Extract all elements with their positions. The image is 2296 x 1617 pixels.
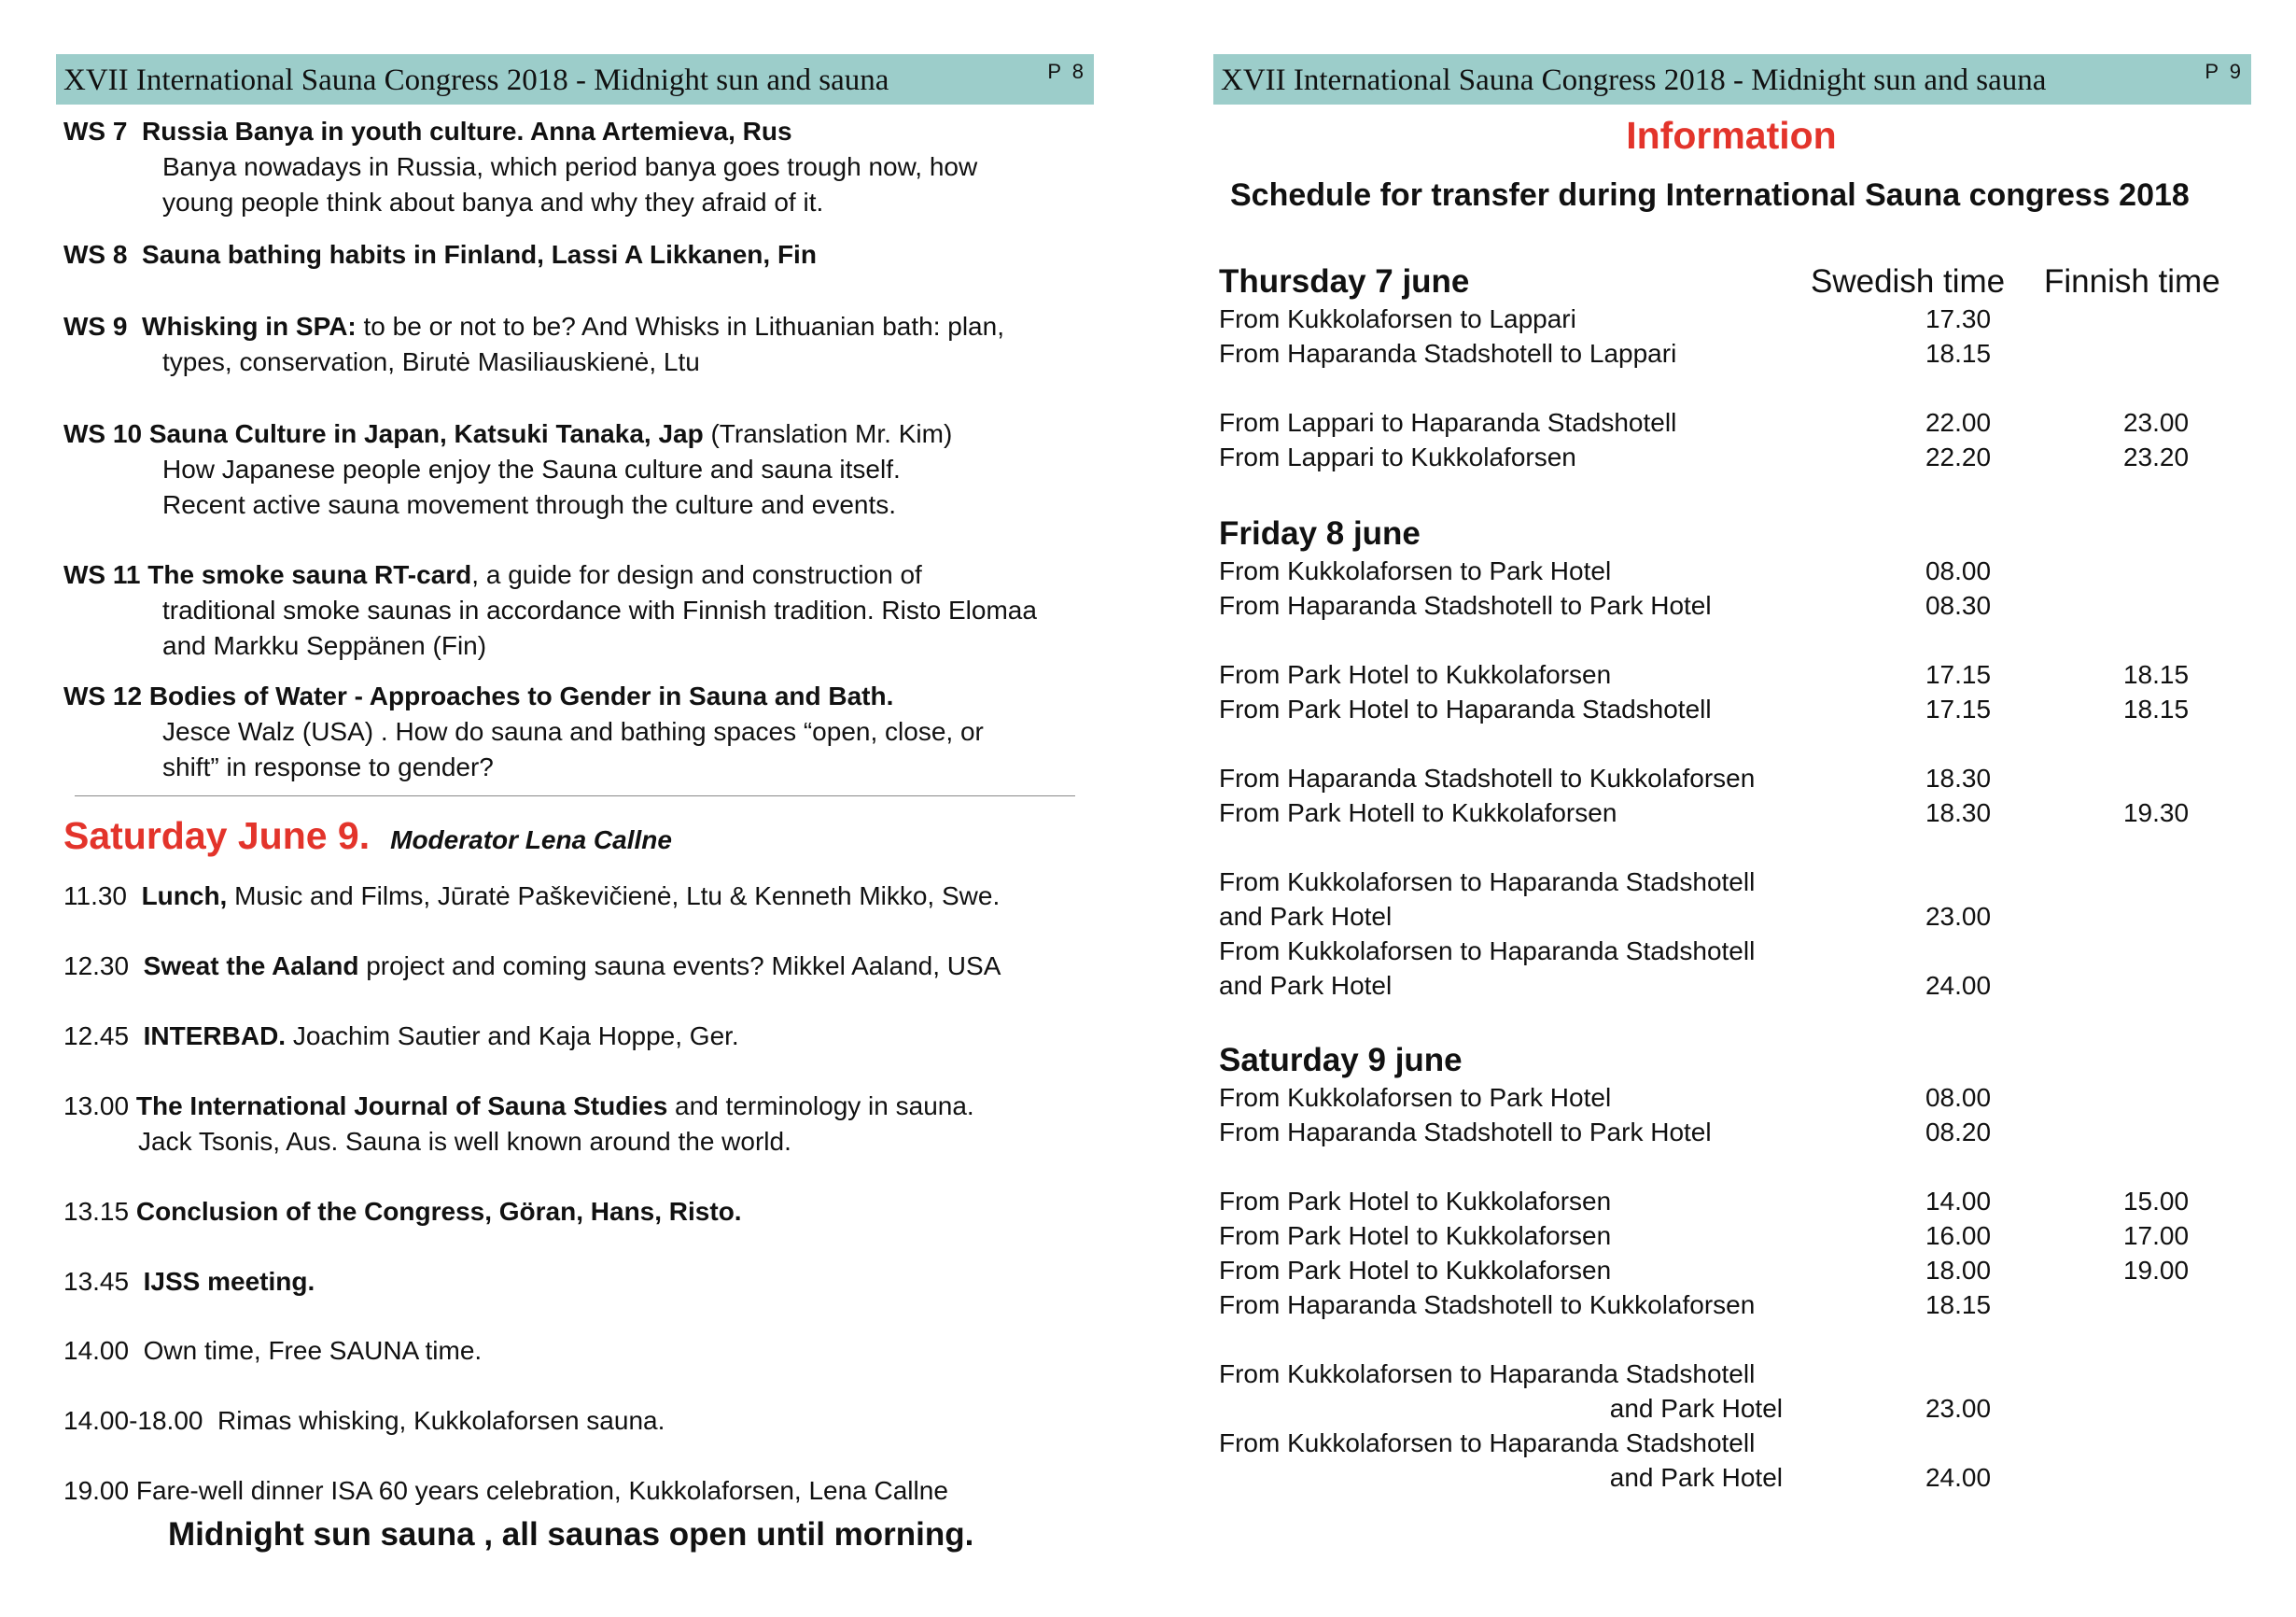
schedule-row xyxy=(1219,1187,2264,1220)
schedule-row xyxy=(1219,304,2264,338)
swedish-time: 18.15 xyxy=(1925,339,1992,368)
program-time: 11.30 xyxy=(63,881,127,910)
workshop-ws9 xyxy=(63,309,1090,380)
route-text: From Park Hotel to Kukkolaforsen xyxy=(1219,1256,1612,1285)
program-item xyxy=(63,879,1090,914)
program-time: 14.00-18.00 xyxy=(63,1406,203,1435)
section-divider xyxy=(75,795,1075,796)
route-text: From Park Hotel to Kukkolaforsen xyxy=(1219,1187,1612,1216)
route-text: From Lappari to Kukkolaforsen xyxy=(1219,443,1576,471)
workshop-ws7 xyxy=(63,114,1090,220)
workshop-id: WS 8 xyxy=(63,240,128,269)
route-text: From Lappari to Haparanda Stadshotell xyxy=(1219,408,1677,437)
workshop-title-rest: (Translation Mr. Kim) xyxy=(703,419,953,448)
swedish-time: 08.20 xyxy=(1925,1118,1992,1146)
schedule-row xyxy=(1219,1221,2264,1255)
swedish-time: 18.30 xyxy=(1925,764,1992,793)
swedish-time: 17.15 xyxy=(1925,695,1992,724)
page-number: P 8 xyxy=(1047,60,1086,83)
schedule-row xyxy=(1219,695,2264,728)
schedule-row xyxy=(1219,1290,2264,1324)
program-text: Music and Films, Jūratė Paškevičienė, Ltu & Kenneth Mikko, Swe. xyxy=(227,881,1001,910)
schedule-row xyxy=(1219,1428,2264,1462)
workshop-id: WS 10 xyxy=(63,419,143,448)
workshop-id: WS 9 xyxy=(63,312,128,341)
route-text: From Haparanda Stadshotell to Lappari xyxy=(1219,339,1677,368)
swedish-time: 08.00 xyxy=(1925,556,1992,585)
route-text: From Kukkolaforsen to Haparanda Stadshotell xyxy=(1219,867,1756,896)
workshop-desc-line: types, conservation, Birutė Masiliauskienė, Ltu xyxy=(162,347,700,376)
program-item xyxy=(63,1333,1090,1369)
program-item xyxy=(63,1089,1090,1160)
finnish-time: 23.00 xyxy=(2122,408,2190,437)
route-text: and Park Hotel xyxy=(1219,902,1393,931)
schedule-row xyxy=(1219,971,2264,1005)
information-title: Information xyxy=(1626,114,1837,157)
page-number: P 9 xyxy=(2205,60,2244,83)
schedule-row xyxy=(1219,936,2264,970)
schedule-title: Schedule for transfer during International Sauna congress 2018 xyxy=(1230,177,2190,213)
column-header-swedish: Swedish time xyxy=(1811,263,2006,300)
program-time: 12.30 xyxy=(63,951,130,980)
swedish-time: 16.00 xyxy=(1925,1221,1992,1250)
program-time: 13.00 xyxy=(63,1091,130,1120)
workshop-title: Russia Banya in youth culture. Anna Artemieva, Rus xyxy=(142,117,792,146)
program-bold: Conclusion of the Congress, Göran, Hans, Risto. xyxy=(135,1197,742,1226)
schedule-row xyxy=(1219,1463,2264,1497)
program-item xyxy=(63,1403,1090,1439)
workshop-ws12 xyxy=(63,679,1090,785)
schedule-row xyxy=(1219,1359,2264,1393)
program-text: Own time, Free SAUNA time. xyxy=(143,1336,483,1365)
saturday-heading xyxy=(63,814,672,858)
left-page-header xyxy=(56,54,1094,105)
program-time: 13.15 xyxy=(63,1197,130,1226)
swedish-time: 17.30 xyxy=(1925,304,1992,333)
day-heading: Friday 8 june xyxy=(1219,515,1421,552)
workshop-ws8 xyxy=(63,237,1090,273)
swedish-time: 14.00 xyxy=(1925,1187,1992,1216)
workshop-id: WS 11 xyxy=(63,560,141,589)
schedule-row xyxy=(1219,1118,2264,1151)
workshop-title: The smoke sauna RT-card xyxy=(147,560,472,589)
finnish-time: 17.00 xyxy=(2122,1221,2190,1250)
route-text: From Kukkolaforsen to Haparanda Stadshotell xyxy=(1219,1428,1756,1457)
program-item xyxy=(63,1264,1090,1300)
swedish-time: 17.15 xyxy=(1925,660,1992,689)
route-text: From Kukkolaforsen to Lappari xyxy=(1219,304,1576,333)
swedish-time: 23.00 xyxy=(1925,902,1992,931)
schedule-row xyxy=(1219,443,2264,476)
route-text: From Haparanda Stadshotell to Park Hotel xyxy=(1219,591,1712,620)
schedule-row xyxy=(1219,556,2264,590)
closing-note: Midnight sun sauna , all saunas open until morning. xyxy=(168,1516,974,1553)
workshop-desc-line: traditional smoke saunas in accordance with Finnish tradition. Risto Elomaa xyxy=(162,596,1037,625)
workshop-title: Whisking in SPA: xyxy=(142,312,357,341)
swedish-time: 18.15 xyxy=(1925,1290,1992,1319)
program-text: Fare-well dinner ISA 60 years celebration, Kukkolaforsen, Lena Callne xyxy=(135,1476,948,1505)
swedish-time: 22.20 xyxy=(1925,443,1992,471)
workshop-title-rest: , a guide for design and construction of xyxy=(471,560,922,589)
program-text: Rimas whisking, Kukkolaforsen sauna. xyxy=(217,1406,665,1435)
route-text: From Kukkolaforsen to Park Hotel xyxy=(1219,1083,1612,1112)
schedule-row xyxy=(1219,408,2264,442)
route-text: From Kukkolaforsen to Haparanda Stadshotell xyxy=(1219,936,1756,965)
schedule-row xyxy=(1219,1394,2264,1427)
swedish-time: 23.00 xyxy=(1925,1394,1992,1423)
program-item xyxy=(63,949,1090,984)
header-title: XVII International Sauna Congress 2018 - Midnight sun and sauna xyxy=(1221,63,2047,97)
route-text: From Kukkolaforsen to Haparanda Stadshotell xyxy=(1219,1359,1756,1388)
workshop-ws10 xyxy=(63,416,1090,523)
program-bold: The International Journal of Sauna Studies xyxy=(135,1091,668,1120)
schedule-row xyxy=(1219,867,2264,901)
program-time: 19.00 xyxy=(63,1476,130,1505)
swedish-time: 18.00 xyxy=(1925,1256,1992,1285)
schedule-row xyxy=(1219,1256,2264,1289)
route-text: From Park Hotel to Kukkolaforsen xyxy=(1219,1221,1612,1250)
finnish-time: 18.15 xyxy=(2122,660,2190,689)
schedule-row xyxy=(1219,764,2264,797)
schedule-row xyxy=(1219,798,2264,832)
route-text: and Park Hotel xyxy=(1219,971,1393,1000)
workshop-desc-line: young people think about banya and why they afraid of it. xyxy=(162,188,824,217)
day-heading: Thursday 7 june xyxy=(1219,263,1470,300)
route-text: From Park Hotel to Haparanda Stadshotell xyxy=(1219,695,1712,724)
program-text: Joachim Sautier and Kaja Hoppe, Ger. xyxy=(286,1021,739,1050)
finnish-time: 19.30 xyxy=(2122,798,2190,827)
workshop-desc-line: Banya nowadays in Russia, which period banya goes trough now, how xyxy=(162,152,978,181)
program-time: 12.45 xyxy=(63,1021,130,1050)
column-header-finnish: Finnish time xyxy=(2044,263,2220,300)
swedish-time: 22.00 xyxy=(1925,408,1992,437)
program-text: and terminology in sauna. xyxy=(667,1091,974,1120)
workshop-id: WS 7 xyxy=(63,117,128,146)
finnish-time: 19.00 xyxy=(2122,1256,2190,1285)
route-text: From Park Hotel to Kukkolaforsen xyxy=(1219,660,1612,689)
header-title: XVII International Sauna Congress 2018 - Midnight sun and sauna xyxy=(63,63,889,97)
route-text: From Park Hotell to Kukkolaforsen xyxy=(1219,798,1617,827)
program-time: 14.00 xyxy=(63,1336,130,1365)
workshop-desc-line: How Japanese people enjoy the Sauna culture and sauna itself. xyxy=(162,455,901,484)
finnish-time: 15.00 xyxy=(2122,1187,2190,1216)
schedule-row xyxy=(1219,591,2264,625)
program-subline: Jack Tsonis, Aus. Sauna is well known around the world. xyxy=(138,1127,791,1156)
schedule-row xyxy=(1219,1083,2264,1117)
schedule-row xyxy=(1219,902,2264,935)
moderator: Moderator Lena Callne xyxy=(390,825,672,854)
route-text: From Kukkolaforsen to Park Hotel xyxy=(1219,556,1612,585)
swedish-time: 08.30 xyxy=(1925,591,1992,620)
right-page xyxy=(1148,0,2296,1617)
route-text: From Haparanda Stadshotell to Kukkolaforsen xyxy=(1219,1290,1756,1319)
workshop-id: WS 12 xyxy=(63,682,143,710)
workshop-title: Sauna Culture in Japan, Katsuki Tanaka, Jap xyxy=(148,419,704,448)
program-time: 13.45 xyxy=(63,1267,130,1296)
workshop-desc-line: Jesce Walz (USA) . How do sauna and bathing spaces “open, close, or xyxy=(162,717,984,746)
workshop-title: Sauna bathing habits in Finland, Lassi A Likkanen, Fin xyxy=(142,240,817,269)
day-heading: Saturday 9 june xyxy=(1219,1042,1463,1078)
program-text: project and coming sauna events? Mikkel Aaland, USA xyxy=(358,951,1001,980)
program-bold: IJSS meeting. xyxy=(143,1267,315,1296)
route-text: From Haparanda Stadshotell to Park Hotel xyxy=(1219,1118,1712,1146)
schedule-row xyxy=(1219,660,2264,694)
schedule-row xyxy=(1219,339,2264,373)
saturday-title: Saturday June 9. xyxy=(63,814,371,857)
route-text: From Haparanda Stadshotell to Kukkolaforsen xyxy=(1219,764,1756,793)
workshop-desc-line: Recent active sauna movement through the culture and events. xyxy=(162,490,897,519)
program-bold: INTERBAD. xyxy=(143,1021,287,1050)
right-page-header xyxy=(1213,54,2251,105)
workshop-desc-line: shift” in response to gender? xyxy=(162,752,494,781)
swedish-time: 24.00 xyxy=(1925,971,1992,1000)
program-bold: Sweat the Aaland xyxy=(143,951,359,980)
program-item xyxy=(63,1473,1090,1509)
program-bold: Lunch, xyxy=(141,881,228,910)
finnish-time: 18.15 xyxy=(2122,695,2190,724)
workshop-ws11 xyxy=(63,557,1090,664)
swedish-time: 18.30 xyxy=(1925,798,1992,827)
swedish-time: 08.00 xyxy=(1925,1083,1992,1112)
program-item xyxy=(63,1019,1090,1054)
program-item xyxy=(63,1194,1090,1230)
route-text: and Park Hotel xyxy=(1609,1463,1783,1492)
finnish-time: 23.20 xyxy=(2122,443,2190,471)
workshop-title: Bodies of Water - Approaches to Gender in Sauna and Bath. xyxy=(148,682,894,710)
workshop-title-rest: to be or not to be? And Whisks in Lithuanian bath: plan, xyxy=(356,312,1004,341)
workshop-desc-line: and Markku Seppänen (Fin) xyxy=(162,631,487,660)
swedish-time: 24.00 xyxy=(1925,1463,1992,1492)
route-text: and Park Hotel xyxy=(1609,1394,1783,1423)
